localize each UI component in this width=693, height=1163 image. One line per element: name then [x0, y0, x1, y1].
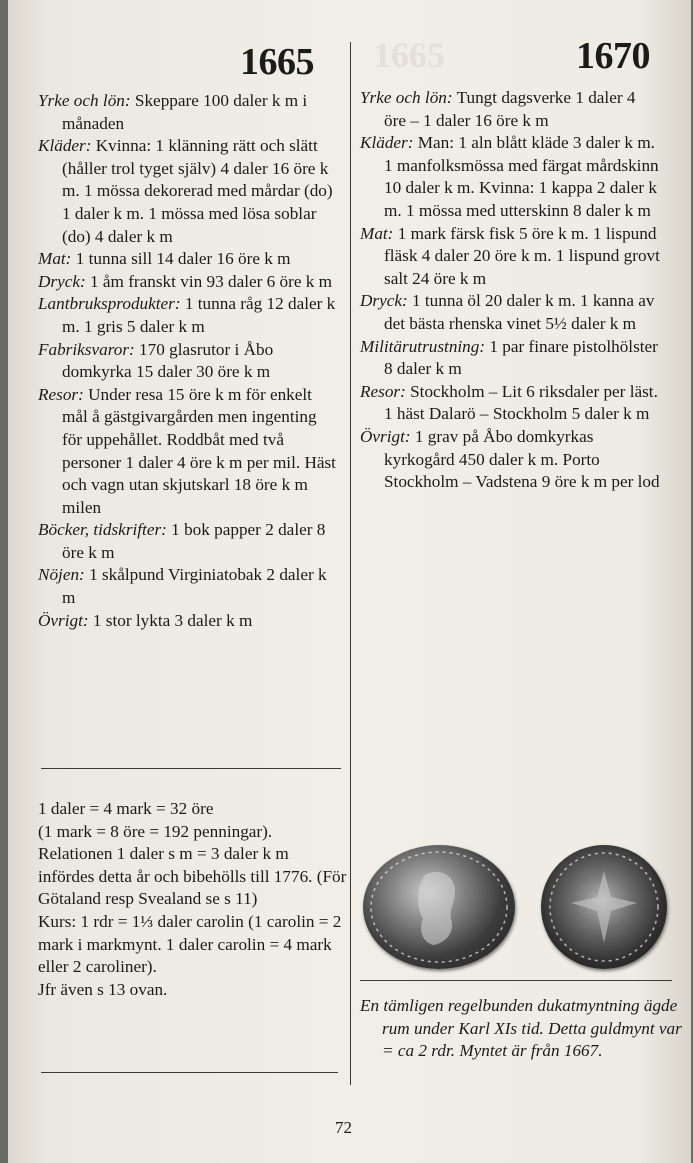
bleed-through-text: 1665 [373, 35, 445, 75]
entry-text: Man: 1 aln blått kläde 3 daler k m. 1 manfolksmössa med färgat mårdskinn 10 daler k m. Kvinna: 1 kappa 2 daler k m. 1 mössa med utterskinn 8 daler k m [384, 133, 659, 220]
entry-text: 1 mark färsk fisk 5 öre k m. 1 lispund fläsk 4 daler 20 öre k m. 1 lispund grovt salt 24 öre k m [384, 223, 660, 288]
note-line: Kurs: 1 rdr = 1⅓ daler carolin (1 carolin = 2 mark i markmynt. 1 daler carolin = 4 mark eller 2 caroliner). [38, 911, 342, 977]
note-line: (1 mark = 8 öre = 192 penningar). [38, 821, 273, 841]
entry-text: 1 stor lykta 3 daler k m [88, 610, 253, 630]
category-label: Lantbruksprodukter: [38, 294, 181, 314]
price-entry [360, 426, 660, 494]
entry-text: 170 glasrutor i Åbo domkyrka 15 daler 30 öre k m [62, 339, 274, 382]
price-list-1665 [38, 90, 338, 632]
coin-reverse-icon [541, 845, 667, 969]
price-entry [38, 271, 338, 294]
entry-text: 1 åm franskt vin 93 daler 6 öre k m [85, 271, 333, 291]
note-line: Relationen 1 daler s m = 3 daler k m infördes detta år och bibehölls till 1776. (För Götaland resp Svealand se s 11) [38, 844, 347, 909]
price-entry [360, 87, 660, 132]
category-label: Kläder: [38, 136, 92, 156]
category-label: Resor: [360, 381, 406, 401]
price-entry [38, 519, 338, 564]
price-entry [38, 564, 338, 609]
category-label: Militärutrustning: [360, 336, 486, 356]
column-divider [350, 42, 351, 1085]
price-entry [360, 381, 660, 426]
entry-text: 1 skålpund Virginiatobak 2 daler k m [62, 565, 327, 608]
page-number: 72 [335, 1118, 352, 1137]
section-rule [41, 1072, 338, 1073]
book-page [8, 0, 691, 1163]
price-entry [38, 135, 338, 248]
category-label: Dryck: [38, 271, 86, 291]
price-entry [38, 90, 338, 135]
entry-text: Tungt dagsverke 1 daler 4 öre – 1 daler 16 öre k m [384, 88, 636, 130]
category-label: Nöjen: [38, 565, 85, 585]
category-label: Övrigt: [360, 426, 411, 446]
category-label: Resor: [38, 384, 84, 404]
note-line: 1 daler = 4 mark = 32 öre [38, 799, 214, 818]
year-heading-right: 1670 [576, 35, 650, 77]
price-entry [38, 339, 338, 384]
coin-caption [360, 995, 685, 1063]
price-entry [38, 248, 338, 271]
year-heading-left: 1665 [240, 41, 314, 83]
entry-text: Skeppare 100 daler k m i månaden [62, 91, 308, 133]
entry-text: 1 tunna öl 20 daler k m. 1 kanna av det bästa rhenska vinet 5½ daler k m [384, 291, 655, 333]
price-entry [38, 293, 338, 338]
entry-text: Under resa 15 öre k m för enkelt mål å gästgivargården men ingenting för uppehållet. Roddbåt med två personer 1 daler 4 öre k m per mil. Häst och vagn utan skjutskarl 18 öre k m milen [62, 384, 336, 517]
price-list-1670 [360, 87, 660, 494]
category-label: Dryck: [360, 291, 408, 311]
currency-notes [38, 798, 348, 1001]
category-label: Fabriksvaror: [38, 339, 135, 359]
entry-text: 1 tunna råg 12 daler k m. 1 gris 5 daler k m [62, 294, 336, 336]
price-entry [360, 132, 660, 222]
entry-text: 1 tunna sill 14 daler 16 öre k m [71, 249, 291, 269]
entry-text: Kvinna: 1 klänning rätt och slätt (håller trol tyget själv) 4 daler 16 öre k m. 1 mössa dekorerad med mårdar (do) 1 daler k m. 1 mössa med lösa soblar (do) 4 daler k m [62, 136, 333, 246]
note-line: Jfr även s 13 ovan. [38, 979, 168, 999]
entry-text: Stockholm – Lit 6 riksdaler per läst. 1 häst Dalarö – Stockholm 5 daler k m [384, 381, 658, 424]
category-label: Övrigt: [38, 610, 89, 630]
price-entry [360, 336, 660, 381]
price-entry [38, 610, 338, 633]
price-entry [360, 290, 660, 335]
price-entry [38, 384, 338, 520]
coin-obverse-icon [363, 845, 515, 969]
price-entry [360, 223, 660, 291]
category-label: Yrke och lön: [38, 91, 131, 110]
section-rule [41, 768, 341, 769]
caption-rule [360, 980, 672, 981]
category-label: Kläder: [360, 133, 414, 153]
category-label: Yrke och lön: [360, 88, 453, 107]
category-label: Mat: [38, 249, 72, 269]
caption-text: En tämligen regelbunden dukatmyntning ägde rum under Karl XIs tid. Detta guldmynt var = ca 2 rdr. Myntet är från 1667. [360, 996, 682, 1061]
category-label: Mat: [360, 223, 394, 243]
entry-text: 1 par finare pistolhölster 8 daler k m [384, 336, 658, 379]
entry-text: 1 bok papper 2 daler 8 öre k m [62, 520, 326, 562]
category-label: Böcker, tidskrifter: [38, 520, 167, 540]
entry-text: 1 grav på Åbo domkyrkas kyrkogård 450 daler k m. Porto Stockholm – Vadstena 9 öre k m per lod [384, 426, 660, 492]
